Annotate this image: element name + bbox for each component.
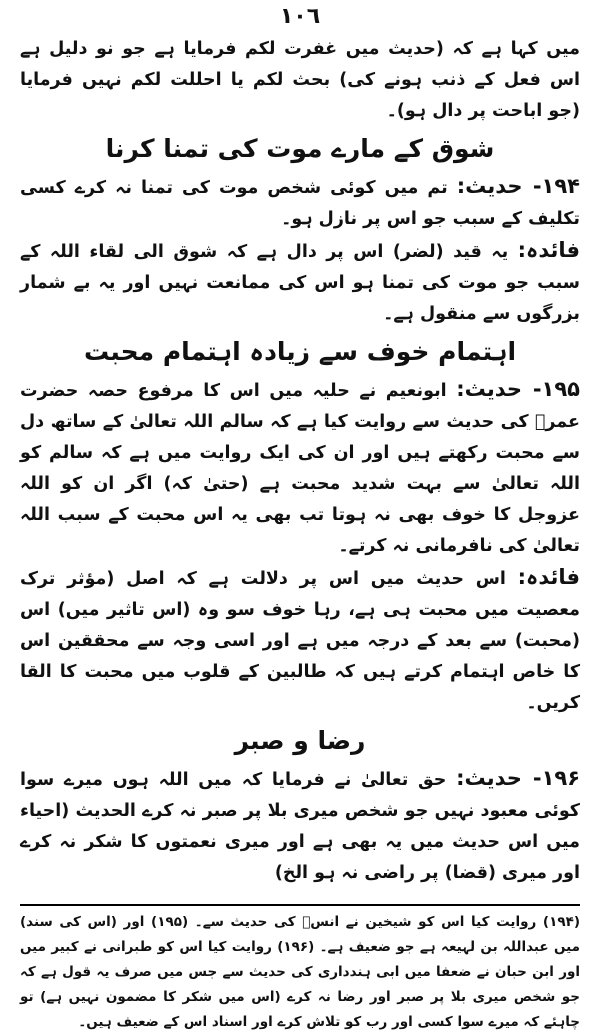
hadith-196-text: حق تعالیٰ نے فرمایا کہ میں اللہ ہوں میرے سوا کوئی معبود نہیں جو شخص میری بلا پر صبر نہ کرے الحدیث (احیاء میں اس حدیث میں یہ بھی ہے اور میری نعمتوں کا شکر نہ کرے اور میری (قضا) پر راضی نہ ہو الخ) <box>20 770 580 883</box>
faida-1-label: فائدہ: <box>517 238 581 262</box>
footnote: (۱۹۴) روایت کیا اس کو شیخین نے انسؓ کی حدیث سے۔ (۱۹۵) اور (اس کی سند) میں عبداللہ بن لہیعہ ہے جو ضعیف ہے۔ (۱۹۶) روایت کیا اس کو طبرانی نے کبیر میں اور ابن حبان نے ضعفا میں ابی ہندداری کی حدیث سے جس میں صرف یہ قول ہے کہ جو شخص میری بلا پر صبر اور رضا نہ کرے (اس میں شکر کا مضمون نہیں ہے) تو چاہئے کہ میرے سوا کسی اور رب کو تلاش کرے اور اسناد اس کے ضعیف ہیں۔ <box>20 914 581 1030</box>
section-heading-love-over-fear: اہتمام خوف سے زیادہ اہتمام محبت <box>83 337 517 366</box>
faida-2-label: فائدہ: <box>517 565 581 589</box>
footnote-divider <box>20 904 580 906</box>
section-heading-longing-for-death: شوق کے مارے موت کی تمنا کرنا <box>105 134 495 163</box>
section-heading-contentment-patience: رضا و صبر <box>234 726 366 755</box>
faida-2 <box>20 562 580 719</box>
hadith-196-label: ۱۹۶- حدیث: <box>456 766 581 790</box>
hadith-194-label: ۱۹۴- حدیث: <box>456 174 580 198</box>
hadith-195-label: ۱۹۵- حدیث: <box>456 377 580 401</box>
main-text <box>20 34 580 889</box>
hadith-195-text: ابونعیم نے حلیہ میں اس کا مرفوع حصہ حضرت عمرؓ کی حدیث سے روایت کیا ہے کہ سالم اللہ تعالیٰ کے ساتھ دل سے محبت رکھتے ہیں اور ان کی ایک روایت میں ہے کہ سالم کو اللہ تعالیٰ سے بہت شدید محبت ہے (حتیٰ کہ) اگر ان کو اللہ عزوجل کا خوف بھی نہ ہوتا تب بھی یہ اس محبت کے سبب اللہ تعالیٰ کی نافرمانی نہ کرتے۔ <box>20 381 580 556</box>
hadith-194-text: تم میں کوئی شخص موت کی تمنا نہ کرے کسی تکلیف کے سبب جو اس پر نازل ہو۔ <box>20 178 580 229</box>
intro-paragraph: میں کہا ہے کہ (حدیث میں غفرت لکم فرمایا ہے جو نو دلیل ہے اس فعل کے ذنب ہونے کی) بحث لکم یا احللت لکم نہیں فرمایا (جو اباحت پر دال ہو)۔ <box>20 39 580 121</box>
hadith-196 <box>20 763 580 889</box>
faida-1-text: یہ قید (لضر) اس پر دال ہے کہ شوق الی لقاء اللہ کے سبب جو موت کی تمنا ہو اس کی ممانعت نہیں اور یہ بے شمار بزرگوں سے منقول ہے۔ <box>20 242 580 324</box>
footnotes <box>20 910 580 1035</box>
faida-2-text: اس حدیث میں اس پر دلالت ہے کہ اصل (مؤثر ترک معصیت میں محبت ہی ہے، رہا خوف سو وہ (اس تاثیر میں) اس (محبت) سے بعد کے درجہ میں ہے اور اسی وجہ سے محققین اس کا خاص اہتمام کرتے ہیں کہ طالبین کے قلوب میں محبت کا القا کریں۔ <box>20 569 580 713</box>
hadith-194 <box>20 171 580 235</box>
hadith-195 <box>20 374 580 562</box>
page-number: ١٠٦ <box>279 4 321 29</box>
faida-1 <box>20 235 580 330</box>
